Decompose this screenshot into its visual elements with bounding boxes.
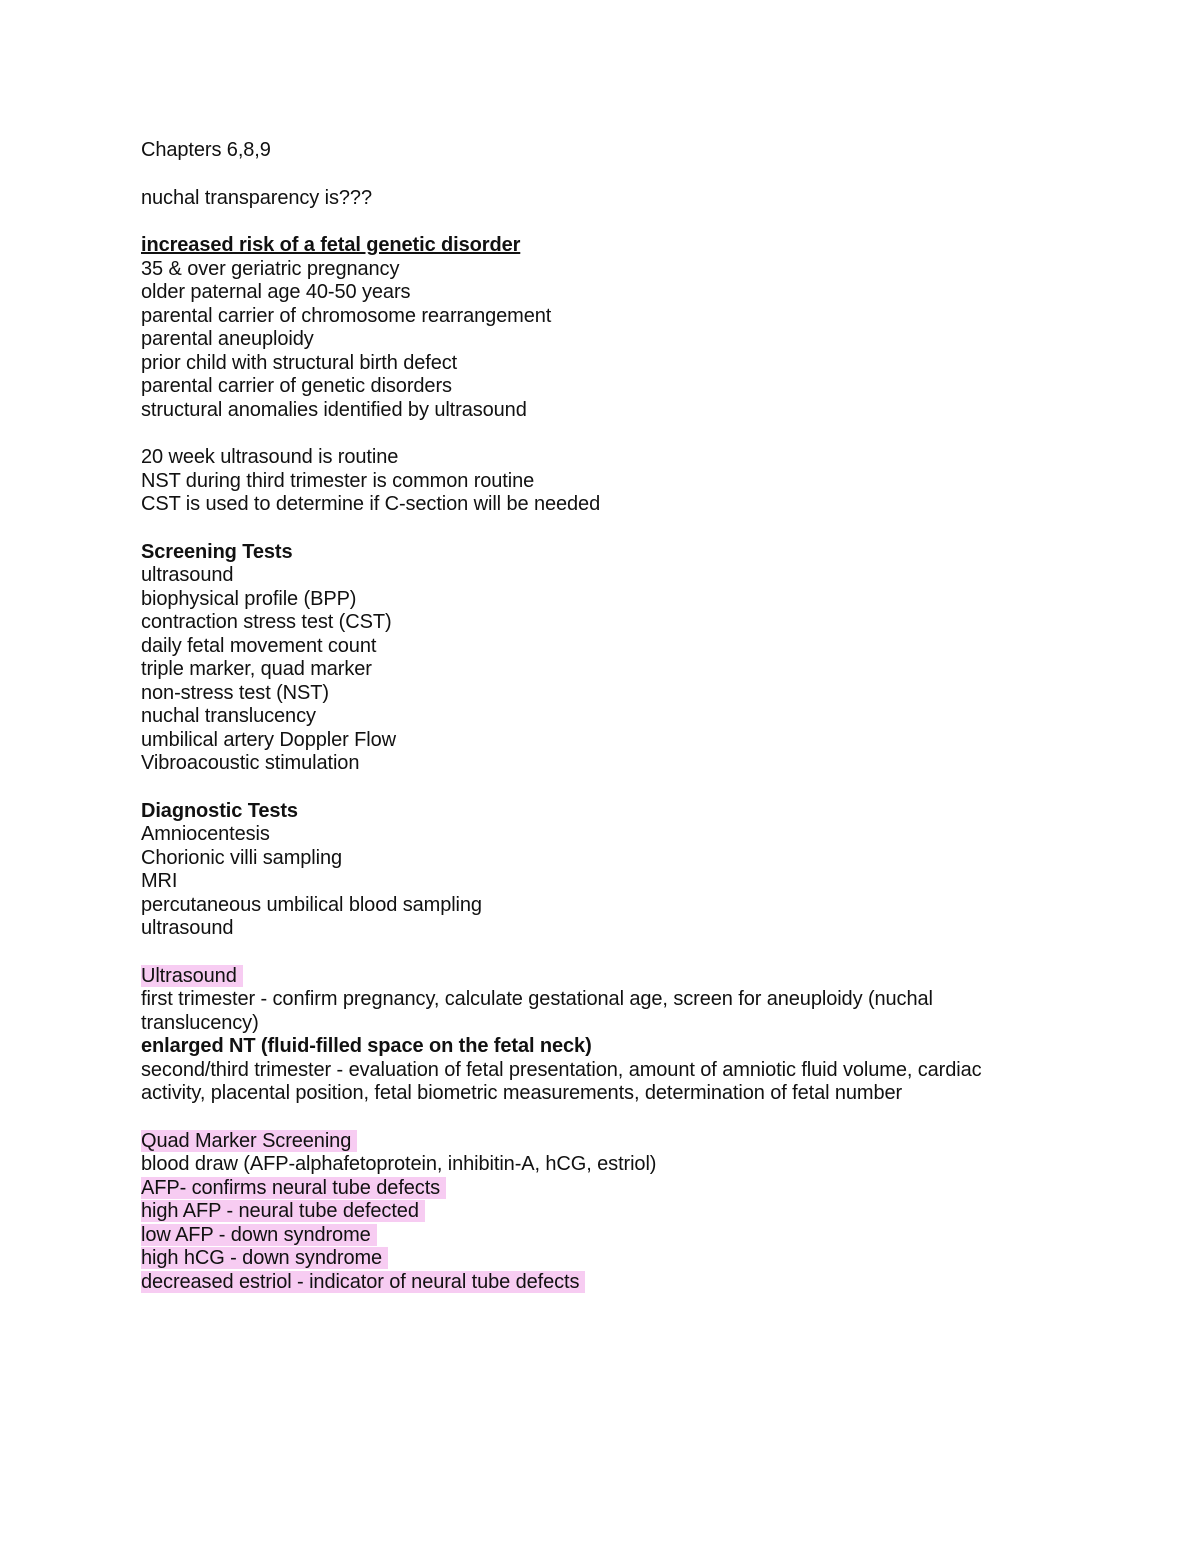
risk-item: structural anomalies identified by ultrasound [141,398,527,421]
diagnostic-item: Amniocentesis [141,823,270,845]
spacer [141,422,1041,446]
spacer [141,1106,1041,1130]
risk-item: parental aneuploidy [141,328,314,350]
spacer [141,776,1041,800]
screening-item: biophysical profile (BPP) [141,587,357,610]
enlarged-nt-text: enlarged NT (fluid-filled space on the fetal neck) [141,1035,592,1057]
diagnostic-item: MRI [141,870,178,892]
quad-highlight-item: low AFP - down syndrome [141,1224,377,1246]
question-line: nuchal transparency is??? [141,186,372,209]
screening-item: daily fetal movement count [141,634,377,657]
risk-item: parental carrier of chromosome rearrangement [141,304,552,327]
diagnostic-item: Chorionic villi sampling [141,846,343,869]
quad-highlight-item: high AFP - neural tube defected [141,1200,425,1222]
screening-item: ultrasound [141,564,234,586]
blood-draw-text: blood draw (AFP-alphafetoprotein, inhibitin-A, hCG, estriol) [141,1153,657,1175]
screening-item: triple marker, quad marker [141,658,372,680]
quad-highlight-item: AFP- confirms neural tube defects [141,1177,446,1199]
doc-title: Chapters 6,8,9 [141,139,271,161]
ultrasound-heading: Ultrasound [141,965,243,987]
screening-item: Vibroacoustic stimulation [141,752,360,774]
diagnostic-item: percutaneous umbilical blood sampling [141,893,482,916]
risk-heading: increased risk of a fetal genetic disorder [141,234,521,256]
spacer [141,210,1041,234]
risk-item: older paternal age 40-50 years [141,281,411,303]
risk-item: parental carrier of genetic disorders [141,375,452,397]
screening-heading: Screening Tests [141,540,293,563]
quad-highlight-item: decreased estriol - indicator of neural tube defects [141,1271,585,1293]
routine-item: 20 week ultrasound is routine [141,446,399,468]
quad-highlight-item: high hCG - down syndrome [141,1247,388,1269]
routine-item: NST during third trimester is common routine [141,469,535,492]
screening-item: umbilical artery Doppler Flow [141,728,396,751]
second-third-trimester-text: second/third trimester - evaluation of fetal presentation, amount of amniotic fluid volume, cardiac activity, placental position, fetal biometric measurements, determination of fetal number [141,1058,982,1104]
screening-item: non-stress test (NST) [141,681,329,704]
diagnostic-item: ultrasound [141,917,234,939]
risk-item: prior child with structural birth defect [141,351,458,374]
diagnostic-heading: Diagnostic Tests [141,799,298,822]
risk-item: 35 & over geriatric pregnancy [141,257,400,280]
spacer [141,941,1041,965]
screening-item: nuchal translucency [141,705,316,727]
spacer [141,517,1041,541]
routine-item: CST is used to determine if C-section will be needed [141,493,601,515]
screening-item: contraction stress test (CST) [141,611,392,633]
spacer [141,163,1041,187]
document-page [141,139,1041,1294]
first-trimester-text: first trimester - confirm pregnancy, calculate gestational age, screen for aneuploidy (nuchal translucency) [141,988,933,1034]
quad-heading: Quad Marker Screening [141,1130,357,1152]
